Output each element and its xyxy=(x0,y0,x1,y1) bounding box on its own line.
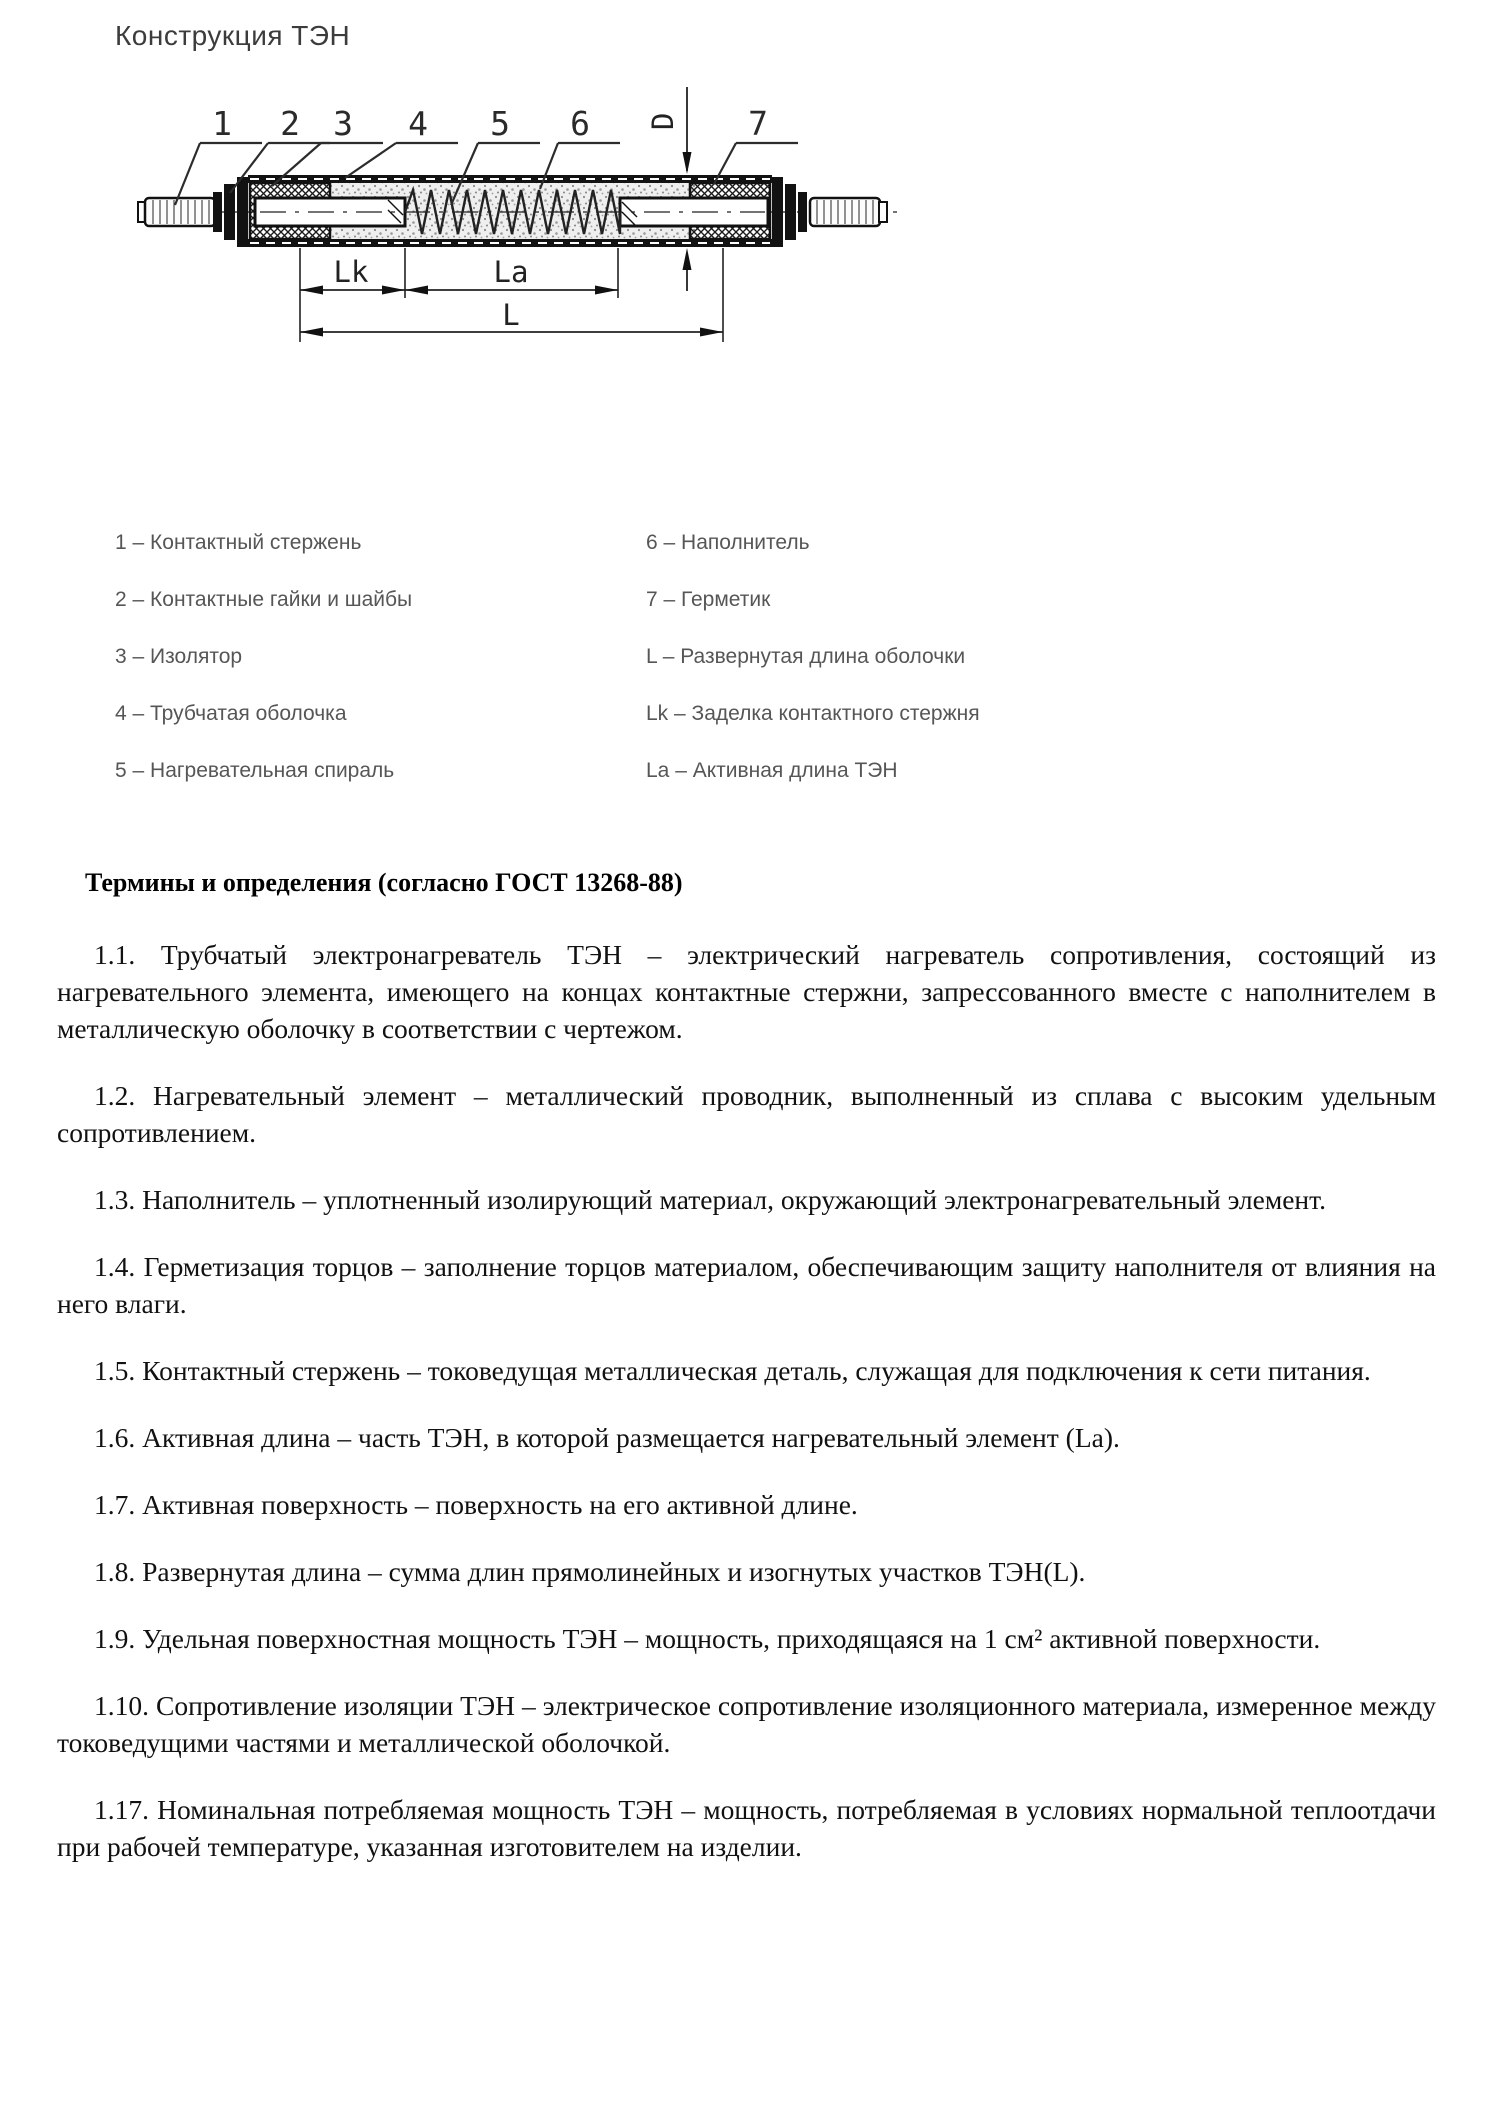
term-paragraph-1-9: 1.9. Удельная поверхностная мощность ТЭН – мощность, приходящаяся на 1 см² активной поверхности. xyxy=(94,1623,1321,1654)
term-paragraph-1-10: 1.10. Сопротивление изоляции ТЭН – электрическое сопротивление изоляционного материала, измеренное между токоведущими частями и металлической оболочкой. xyxy=(57,1690,1436,1758)
legend-left-column xyxy=(115,531,412,783)
contact-rod-right xyxy=(810,198,887,226)
nut-stack-right xyxy=(772,177,807,247)
page-title: Конструкция ТЭН xyxy=(115,20,351,51)
nut-stack-left xyxy=(213,177,248,247)
term-paragraph-1-3: 1.3. Наполнитель – уплотненный изолирующий материал, окружающий электронагревательный элемент. xyxy=(94,1184,1326,1215)
legend-item: 4 – Трубчатая оболочка xyxy=(115,702,347,725)
legend-item: 1 – Контактный стержень xyxy=(115,531,362,554)
dim-la xyxy=(405,255,618,295)
callout-6: 6 xyxy=(570,104,590,143)
legend-item: 7 – Герметик xyxy=(646,588,771,611)
term-paragraph-1-4: 1.4. Герметизация торцов – заполнение торцов материалом, обеспечивающим защиту наполнителя от влияния на него влаги. xyxy=(57,1251,1436,1319)
terms-heading: Термины и определения (согласно ГОСТ 13268-88) xyxy=(85,868,683,897)
legend-right-column xyxy=(646,531,980,783)
dim-d-label: D xyxy=(646,112,680,130)
dim-l xyxy=(300,298,723,337)
dim-la-label: La xyxy=(493,255,529,289)
legend-item: 2 – Контактные гайки и шайбы xyxy=(115,588,413,611)
callout-3: 3 xyxy=(333,104,353,143)
term-paragraph-1-7: 1.7. Активная поверхность – поверхность на его активной длине. xyxy=(94,1489,858,1520)
term-paragraph-1-2: 1.2. Нагревательный элемент – металлический проводник, выполненный из сплава с высоким удельным сопротивлением. xyxy=(57,1080,1436,1148)
term-paragraph-1-5: 1.5. Контактный стержень – токоведущая металлическая деталь, служащая для подключения к сети питания. xyxy=(94,1355,1371,1386)
term-paragraph-1-17: 1.17. Номинальная потребляемая мощность ТЭН – мощность, потребляемая в условиях нормальной теплоотдачи при рабочей температуре, указанная изготовителем на изделии. xyxy=(57,1794,1436,1862)
callout-5: 5 xyxy=(490,104,510,143)
callout-7: 7 xyxy=(748,104,768,143)
term-paragraph-1-6: 1.6. Активная длина – часть ТЭН, в которой размещается нагревательный элемент (La). xyxy=(94,1422,1120,1453)
dim-l-label: L xyxy=(502,298,520,332)
terms-section xyxy=(0,868,1493,1865)
callout-4: 4 xyxy=(408,104,428,143)
dim-lk xyxy=(300,255,405,295)
callout-2: 2 xyxy=(280,104,300,143)
drawing-section xyxy=(0,0,1493,868)
legend-item: L – Развернутая длина оболочки xyxy=(646,645,966,668)
dim-lk-label: Lk xyxy=(333,255,369,289)
term-paragraph-1-1: 1.1. Трубчатый электронагреватель ТЭН – электрический нагреватель сопротивления, состоящий из нагревательного элемента, имеющего на концах контактные стержни, запрессованного вместе с наполнителем в металлическую оболочку в соответствии с чертежом. xyxy=(57,939,1436,1044)
legend-item: 5 – Нагревательная спираль xyxy=(115,759,395,782)
callout-1: 1 xyxy=(212,104,232,143)
ten-construction-diagram xyxy=(120,85,1000,495)
legend-item: Lk – Заделка контактного стержня xyxy=(646,702,980,725)
legend-item: 6 – Наполнитель xyxy=(646,531,810,554)
term-paragraph-1-8: 1.8. Развернутая длина – сумма длин прямолинейных и изогнутых участков ТЭН(L). xyxy=(94,1556,1086,1587)
legend-item: La – Активная длина ТЭН xyxy=(646,759,898,782)
legend-item: 3 – Изолятор xyxy=(115,645,243,668)
